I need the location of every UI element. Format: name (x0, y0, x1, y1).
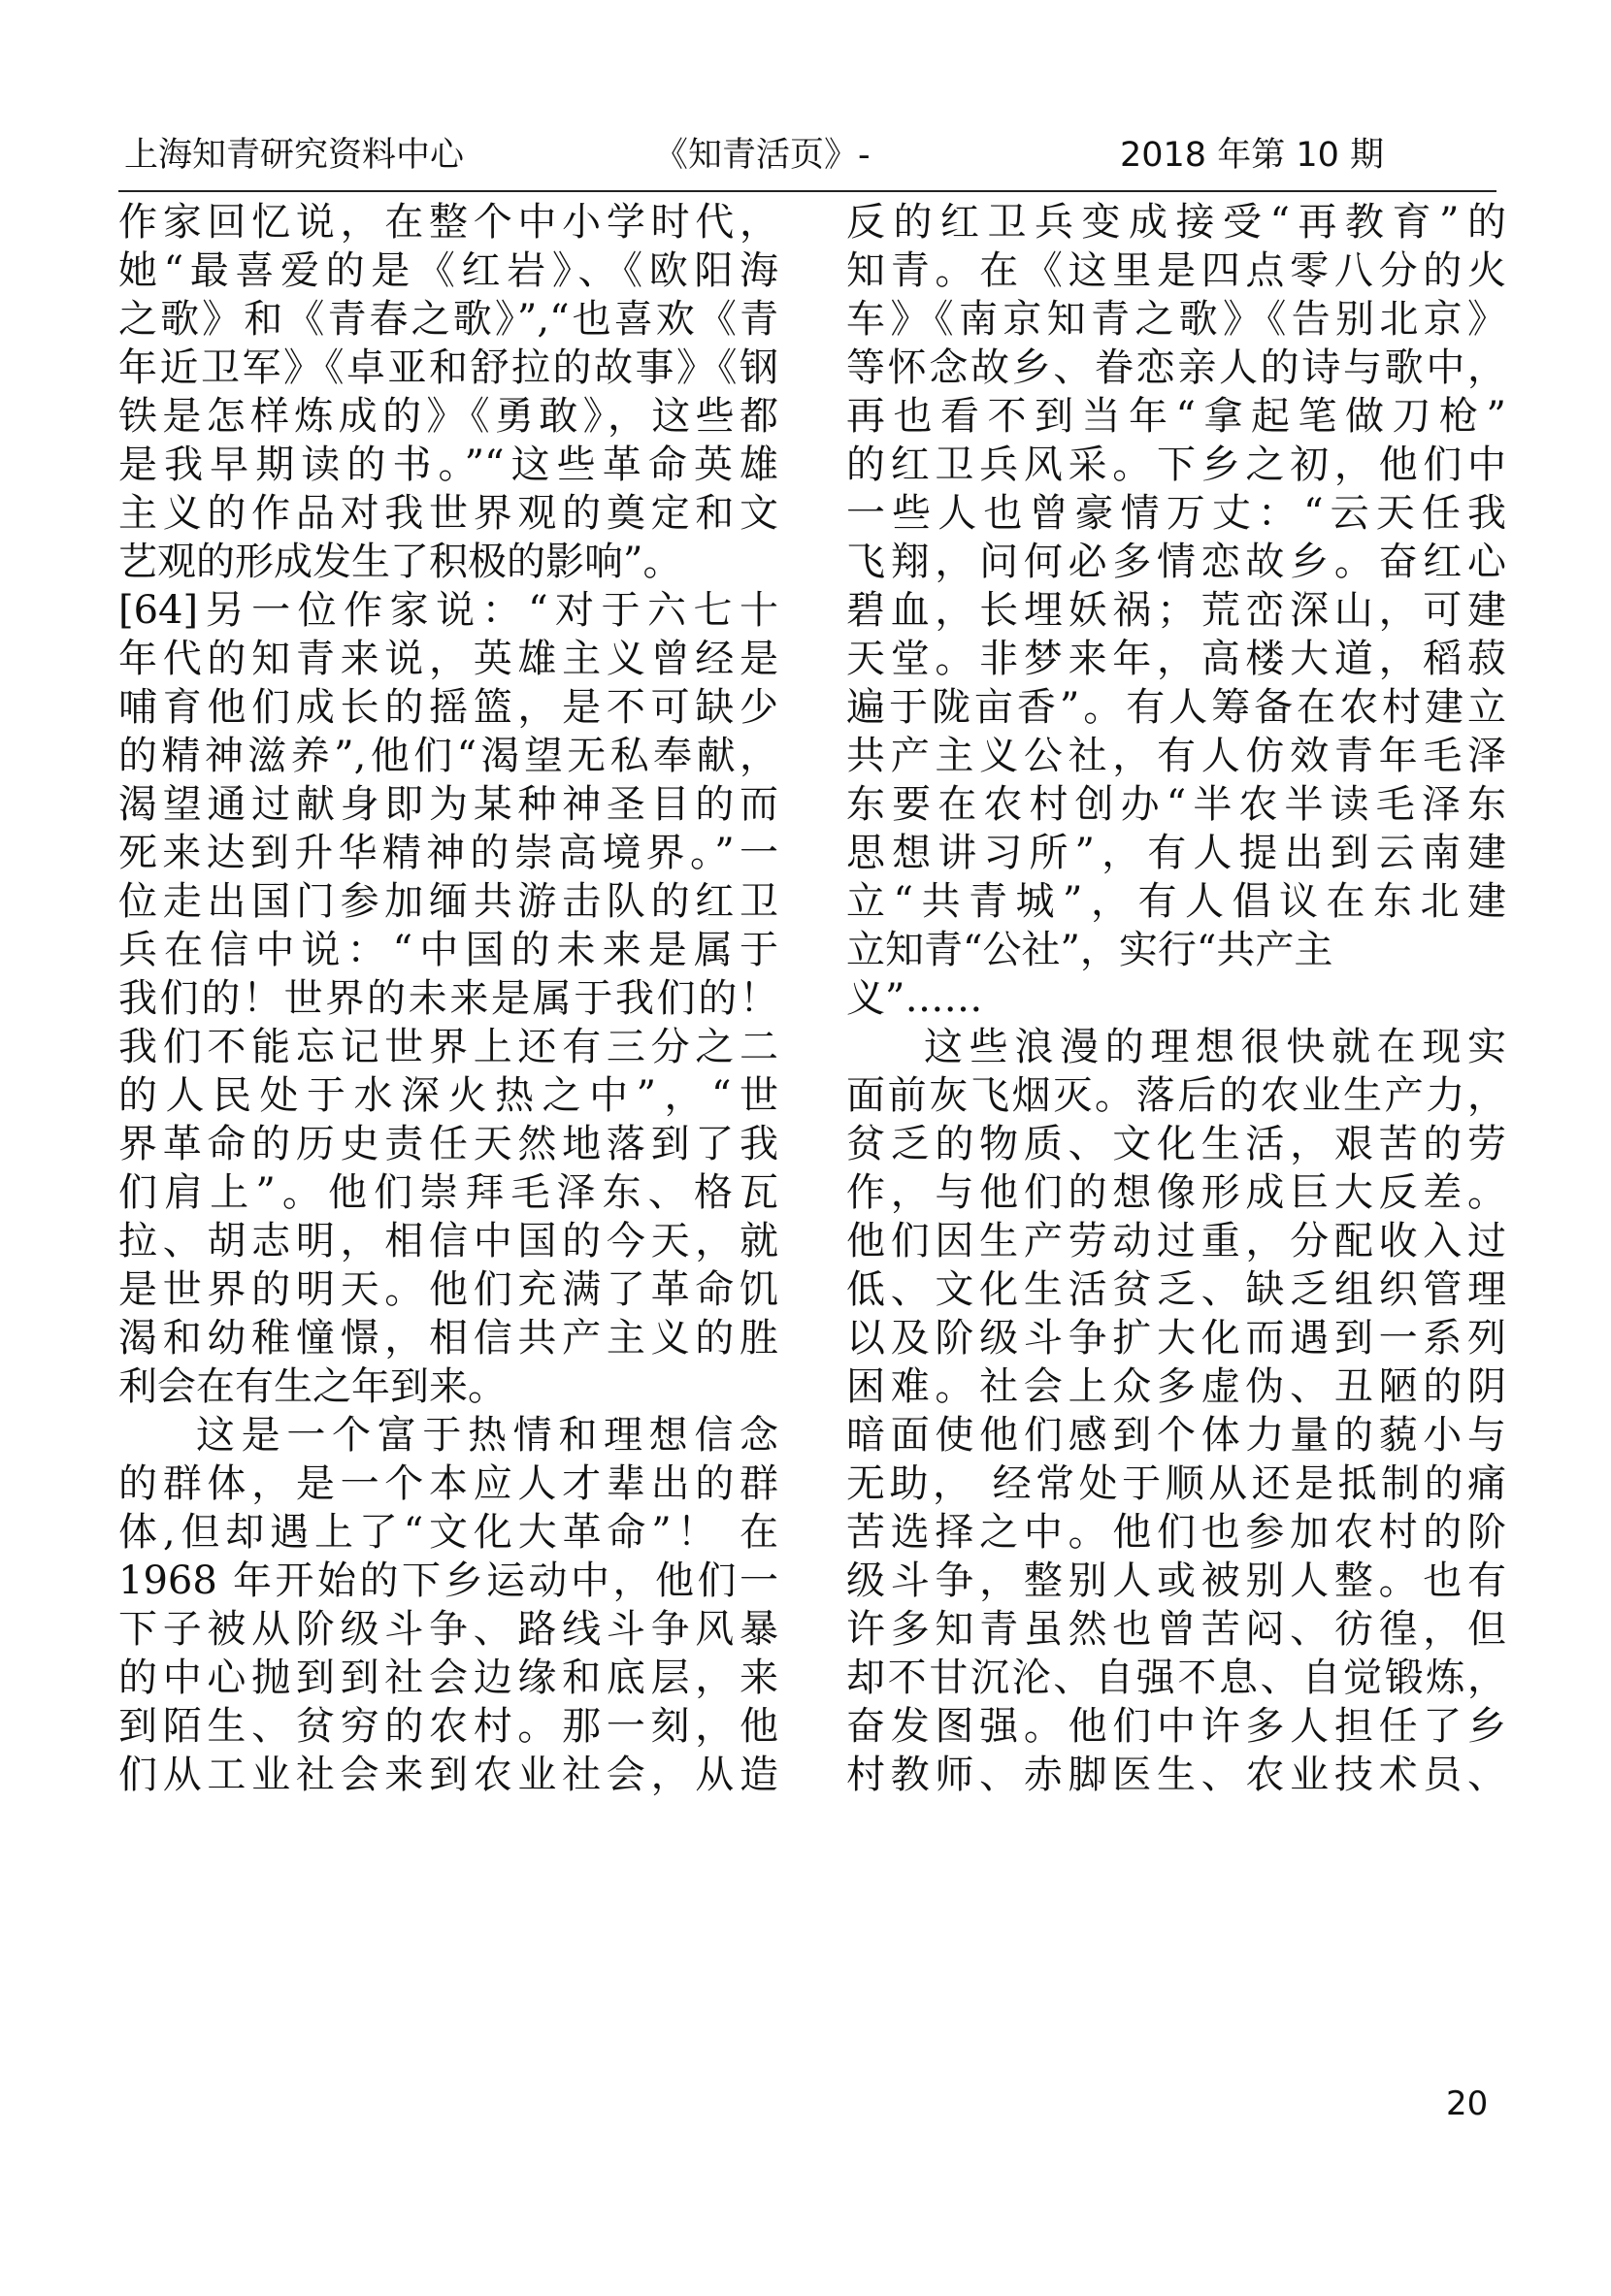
text-line: 拉、胡志明，相信中国的今天，就 (118, 1219, 778, 1263)
text-line: 东要在农村创办“半农半读毛泽东 (846, 782, 1506, 827)
text-line: [64]另一位作家说：“对于六七十 (118, 588, 778, 633)
text-line: 面前灰飞烟灭。落后的农业生产力， (846, 1073, 1506, 1118)
text-line: 他们因生产劳动过重，分配收入过 (846, 1219, 1506, 1263)
left-text-column (118, 198, 778, 1799)
text-line: 苦选择之中。他们也参加农村的阶 (846, 1510, 1506, 1555)
text-line: 这些浪漫的理想很快就在现实 (924, 1025, 1506, 1069)
text-line: 一些人也曾豪情万丈：“云天任我 (846, 491, 1506, 536)
header-publication-title: 《知青活页》- (654, 136, 871, 175)
text-line: 兵在信中说：“中国的未来是属于 (118, 928, 778, 972)
text-line: 艺观的形成发生了积极的影响”。 (118, 540, 682, 584)
right-text-column (846, 198, 1506, 1799)
text-line: 铁是怎样炼成的》《勇敢》，这些都 (118, 394, 778, 439)
text-line: 贫乏的物质、文化生活，艰苦的劳 (846, 1122, 1506, 1166)
text-line: 义”…… (846, 976, 983, 1021)
text-line: 哺育他们成长的摇篮，是不可缺少 (118, 685, 778, 730)
text-line: 的人民处于水深火热之中”，“世 (118, 1073, 778, 1118)
text-line: 体,但却遇上了“文化大革命”！ 在 (118, 1510, 778, 1555)
text-line: 暗面使他们感到个体力量的藐小与 (846, 1413, 1506, 1458)
text-line: 以及阶级斗争扩大化而遇到一系列 (846, 1316, 1506, 1361)
text-line: 知青。在《这里是四点零八分的火 (846, 248, 1506, 293)
text-line: 我们的！世界的未来是属于我们的！ (118, 976, 778, 1021)
text-line: 是世界的明天。他们充满了革命饥 (118, 1267, 778, 1312)
text-line: 无助， 经常处于顺从还是抵制的痛 (846, 1461, 1506, 1506)
text-line: 的群体，是一个本应人才辈出的群 (118, 1461, 778, 1506)
text-line: 的红卫兵风采。下乡之初，他们中 (846, 443, 1506, 487)
text-line: 位走出国门参加缅共游击队的红卫 (118, 879, 778, 924)
running-header (118, 130, 1492, 180)
text-line: 级斗争，整别人或被别人整。也有 (846, 1558, 1506, 1603)
text-line: 们从工业社会来到农业社会，从造 (118, 1753, 778, 1797)
text-line: 立“共青城”，有人倡议在东北建 (846, 879, 1506, 924)
header-publisher: 上海知青研究资料中心 (124, 136, 465, 175)
text-line: 立知青“公社”，实行“共产主 (846, 928, 1333, 972)
text-line: 1968 年开始的下乡运动中，他们一 (118, 1558, 778, 1603)
text-line: 她“最喜爱的是《红岩》、《欧阳海 (118, 248, 778, 293)
text-line: 我们不能忘记世界上还有三分之二 (118, 1025, 778, 1069)
text-line: 渴和幼稚憧憬，相信共产主义的胜 (118, 1316, 778, 1361)
text-line: 等怀念故乡、眷恋亲人的诗与歌中， (846, 345, 1506, 390)
header-rule (118, 190, 1496, 192)
text-line: 许多知青虽然也曾苦闷、彷徨，但 (846, 1607, 1506, 1652)
text-line: 车》《南京知青之歌》《告别北京》 (846, 297, 1506, 342)
text-line: 却不甘沉沦、自强不息、自觉锻炼， (846, 1656, 1506, 1700)
page-number: 20 (1446, 2084, 1489, 2123)
text-line: 主义的作品对我世界观的奠定和文 (118, 491, 778, 536)
text-line: 是我早期读的书。”“这些革命英雄 (118, 443, 778, 487)
text-line: 渴望通过献身即为某种神圣目的而 (118, 782, 778, 827)
text-line: 遍于陇亩香”。有人筹备在农村建立 (846, 685, 1506, 730)
text-line: 作家回忆说，在整个中小学时代， (118, 200, 778, 245)
text-line: 共产主义公社，有人仿效青年毛泽 (846, 734, 1506, 778)
text-line: 下子被从阶级斗争、路线斗争风暴 (118, 1607, 778, 1652)
text-line: 的精神滋养”,他们“渴望无私奉献， (118, 734, 778, 778)
text-line: 这是一个富于热情和理想信念 (196, 1413, 778, 1458)
header-issue: 2018 年第 10 期 (1120, 136, 1384, 175)
text-line: 奋发图强。他们中许多人担任了乡 (846, 1704, 1506, 1749)
text-line: 之歌》和《青春之歌》”,“也喜欢《青 (118, 297, 778, 342)
text-line: 死来达到升华精神的崇高境界。”一 (118, 831, 778, 875)
text-line: 们肩上”。他们崇拜毛泽东、格瓦 (118, 1170, 778, 1215)
text-line: 年代的知青来说，英雄主义曾经是 (118, 637, 778, 681)
text-line: 界革命的历史责任天然地落到了我 (118, 1122, 778, 1166)
text-line: 年近卫军》《卓亚和舒拉的故事》《钢 (118, 345, 778, 390)
text-line: 低、文化生活贫乏、缺乏组织管理 (846, 1267, 1506, 1312)
text-line: 再也看不到当年“拿起笔做刀枪” (846, 394, 1506, 439)
text-line: 飞翔，问何必多情恋故乡。奋红心 (846, 540, 1506, 584)
text-line: 作，与他们的想像形成巨大反差。 (846, 1170, 1506, 1215)
text-line: 利会在有生之年到来。 (118, 1364, 507, 1409)
text-line: 的中心抛到到社会边缘和底层，来 (118, 1656, 778, 1700)
text-line: 村教师、赤脚医生、农业技术员、 (846, 1753, 1506, 1797)
text-line: 天堂。非梦来年，高楼大道，稻菽 (846, 637, 1506, 681)
text-line: 困难。社会上众多虚伪、丑陋的阴 (846, 1364, 1506, 1409)
text-line: 到陌生、贫穷的农村。那一刻，他 (118, 1704, 778, 1749)
text-line: 反的红卫兵变成接受“再教育”的 (846, 200, 1506, 245)
text-line: 碧血，长埋妖祸；荒峦深山，可建 (846, 588, 1506, 633)
text-line: 思想讲习所”，有人提出到云南建 (846, 831, 1506, 875)
